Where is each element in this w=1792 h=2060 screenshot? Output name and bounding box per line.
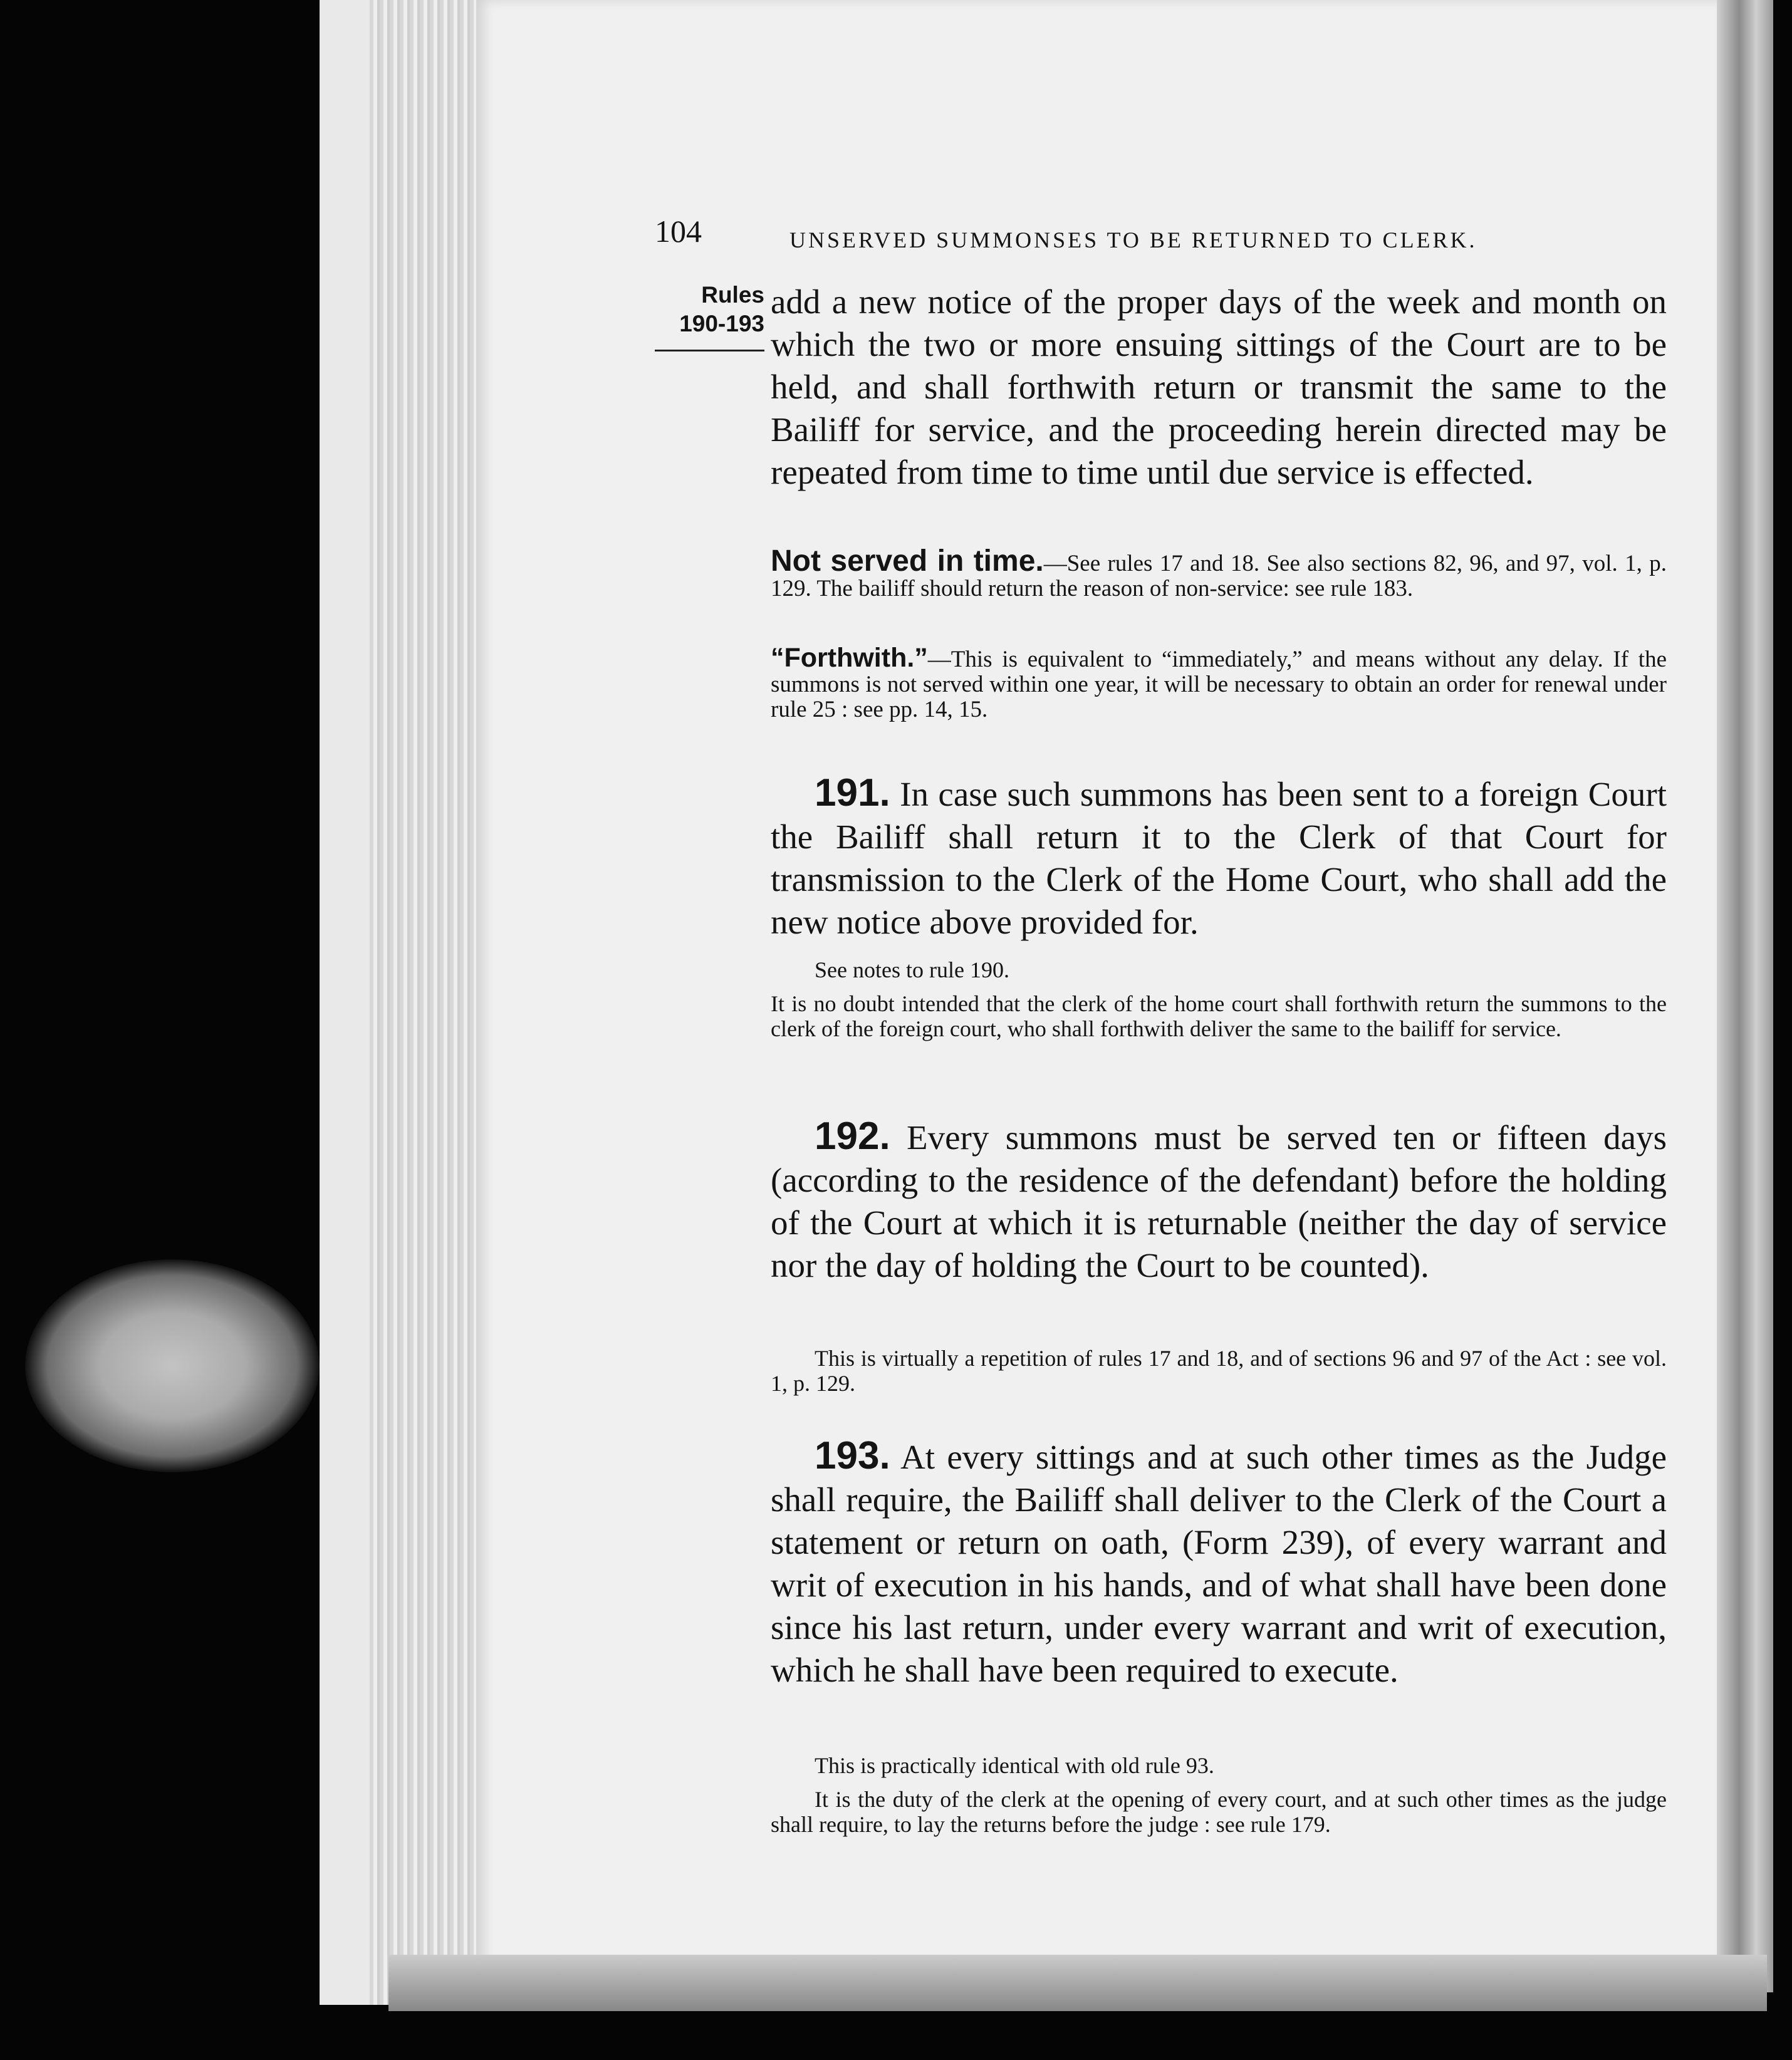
rule-193-number: 193. — [815, 1434, 890, 1477]
rule-193 — [771, 1435, 1667, 1735]
rule-191-note-1: See notes to rule 190. — [815, 957, 1009, 982]
rule-193-note-2: It is the duty of the clerk at the opening of every court, and at such other times as the judge shall require, to lay the returns before the judge : see rule 179. — [771, 1787, 1667, 1837]
rule-193-text: At every sittings and at such other times as the Judge shall require, the Bailiff shall deliver to the Clerk of the Court a statement or return on oath, (Form 239), of every warrant and writ of execution in his hands, and of what shall have been done since his last return, under every warrant and writ of execution, which he shall have been required to execute. — [771, 1438, 1667, 1689]
rule-191-text: In case such summons has been sent to a foreign Court the Bailiff shall return it to the Clerk of that Court for transmission to the Clerk of the Home Court, who shall add the new notice above provided for. — [771, 775, 1667, 941]
margin-rule-line — [655, 350, 764, 351]
rule-191-number: 191. — [815, 771, 890, 814]
page-number: 104 — [655, 214, 702, 249]
rule-192-note-1: This is virtually a repetition of rules 17 and 18, and of sections 96 and 97 of the Act : see vol. 1, p. 129. — [771, 1346, 1667, 1396]
note-forthwith — [771, 645, 1667, 724]
note-not-served — [771, 544, 1667, 624]
rule-192-text: Every summons must be served ten or fifteen days (according to the residence of the defendant) before the holding of the Court at which it is returnable (neither the day of service nor the day of holding the Court to be counted). — [771, 1118, 1667, 1284]
note-text-not-served: —See rules 17 and 18. See also sections 82, 96, and 97, vol. 1, p. 129. The bailiff should return the reason of non-service: see rule 183. — [771, 551, 1667, 601]
rule-190-continuation: add a new notice of the proper days of the week and month on which the two or more ensuing sittings of the Court are to be held, and shall forthwith return or transmit the same to the Bailiff for service, and the proceeding herein directed may be repeated from time to time until due service is effected. — [771, 283, 1667, 491]
rule-191 — [771, 772, 1667, 947]
page-bottom-edge — [388, 1955, 1767, 2011]
rule-191-note-2: It is no doubt intended that the clerk of the home court shall forthwith return the summons to the clerk of the foreign court, who shall forthwith deliver the same to the bailiff for service. — [771, 991, 1667, 1041]
margin-label-line1: Rules — [701, 282, 764, 308]
margin-rules-label — [655, 281, 764, 338]
dust-speck — [25, 1259, 320, 1472]
note-lead-forthwith: “Forthwith.” — [771, 643, 928, 673]
note-lead-not-served: Not served in time. — [771, 544, 1044, 578]
rule-192-number: 192. — [815, 1115, 890, 1158]
margin-label-line2: 190-193 — [679, 311, 764, 336]
running-head: UNSERVED SUMMONSES TO BE RETURNED TO CLERK. — [789, 227, 1477, 252]
rule-193-note-1: This is practically identical with old rule 93. — [815, 1753, 1214, 1778]
page-right-edge — [1717, 0, 1773, 1992]
note-text-forthwith: —This is equivalent to “immediately,” and means without any delay. If the summons is not served within one year, it will be necessary to obtain an order for renewal under rule 25 : see pp. 14, 15. — [771, 647, 1667, 722]
rule-192 — [771, 1115, 1667, 1334]
